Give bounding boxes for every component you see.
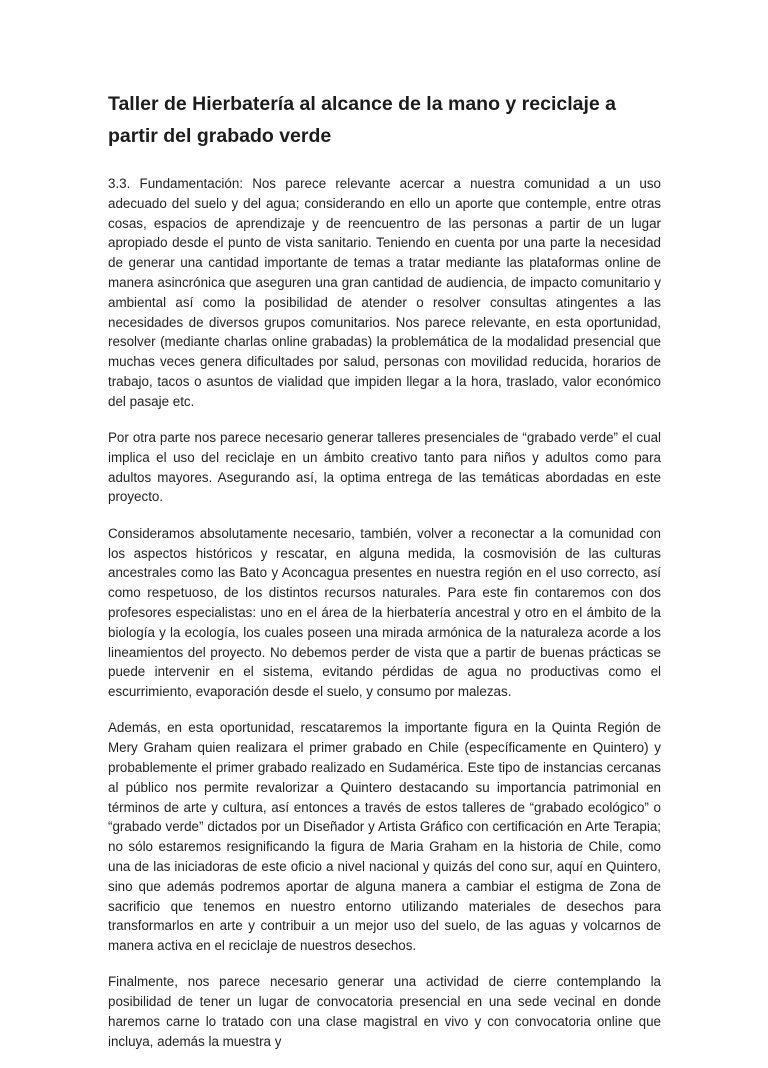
paragraph-culturas-ancestrales: Consideramos absolutamente necesario, también, volver a reconectar a la comunidad con los aspectos históricos y rescatar, en alguna medida, la cosmovisión de las culturas ancestrales como las Bato y Aconcagua presentes en nuestra región en el uso correcto, así como respetuoso, de los distintos recursos naturales. Para este fin contaremos con dos profesores especialistas: uno en el área de la hierbatería ancestral y otro en el ámbito de la biología y la ecología, los cuales poseen una mirada armónica de la naturaleza acorde a los lineamientos del proyecto. No debemos perder de vista que a partir de buenas prácticas se puede intervenir en el sistema, evitando pérdidas de agua no productivas como el escurrimiento, evaporación desde el suelo, y consumo por malezas. (108, 525, 661, 700)
paragraph-maria-graham: Además, en esta oportunidad, rescataremos la importante figura en la Quinta Región de Mery Graham quien realizara el primer grabado en Chile (específicamente en Quintero) y probablemente el primer grabado realizado en Sudamérica. Este tipo de instancias cercanas al público nos permite revalorizar a Quintero destacando su importancia patrimonial en términos de arte y cultura, así entonces a través de estos talleres de “grabado ecológico” o “grabado verde” dictados por un Diseñador y Artista Gráfico con certificación en Arte Terapia; no sólo estaremos resignificando la figura de Maria Graham en la historia de Chile, como una de las iniciadoras de este oficio a nivel nacional y quizás del cono sur, aquí en Quintero, sino que además podremos aportar de alguna manera a cambiar el estigma de Zona de sacrificio que tenemos en nuestro entorno utilizando materiales de desechos para transformarlos en arte y contribuir a un mejor uso del suelo, de las aguas y volcarnos de manera activa en el reciclaje de nuestros desechos. (108, 720, 661, 954)
document-title: Taller de Hierbatería al alcance de la mano y reciclaje a partir del grabado verde (108, 93, 616, 147)
paragraph-cierre: Finalmente, nos parece necesario generar una actividad de cierre contemplando la posibilidad de tener un lugar de convocatoria presencial en una sede vecinal en donde haremos carne lo tratado con una clase magistral en vivo y con convocatoria online que incluya, además la muestra y (108, 974, 661, 1049)
document-page (108, 88, 661, 1068)
paragraph-fundamentacion: 3.3. Fundamentación: Nos parece relevante acercar a nuestra comunidad a un uso adecuado del suelo y del agua; considerando en ello un aporte que contemple, entre otras cosas, espacios de aprendizaje y de reencuentro de las personas a partir de un lugar apropiado desde el punto de vista sanitario. Teniendo en cuenta por una parte la necesidad de generar una cantidad importante de temas a tratar mediante las plataformas online de manera asincrónica que aseguren una gran cantidad de audiencia, de impacto comunitario y ambiental así como la posibilidad de atender o resolver consultas atingentes a las necesidades de diversos grupos comunitarios. Nos parece relevante, en esta oportunidad, resolver (mediante charlas online grabadas) la problemática de la modalidad presencial que muchas veces genera dificultades por salud, personas con movilidad reducida, horarios de trabajo, tacos o asuntos de vialidad que impiden llegar a la hora, traslado, valor económico del pasaje etc. (108, 176, 661, 409)
paragraph-grabado-verde: Por otra parte nos parece necesario generar talleres presenciales de “grabado verde” el cual implica el uso del reciclaje en un ámbito creativo tanto para niños y adultos como para adultos mayores. Asegurando así, la optima entrega de las temáticas abordadas en este proyecto. (108, 430, 661, 505)
